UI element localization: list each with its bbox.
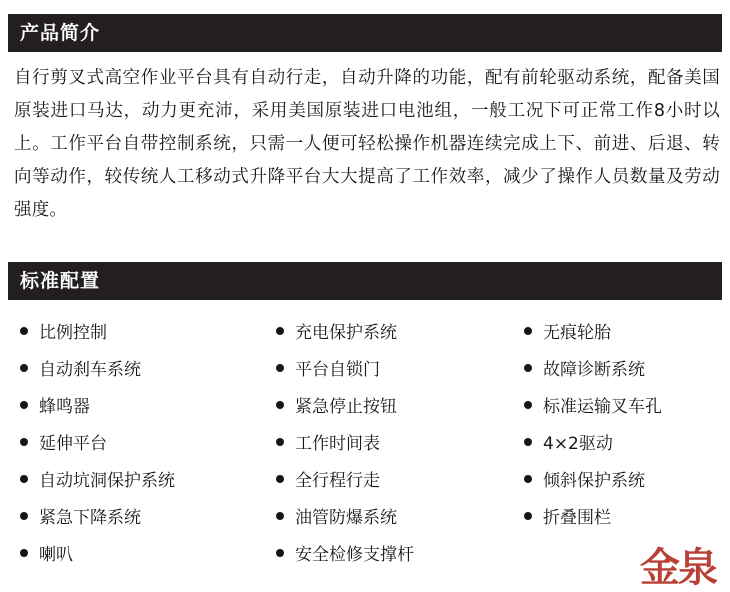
bullet-icon <box>20 475 28 483</box>
config-list <box>8 312 722 571</box>
list-item-label: 蜂鸣器 <box>39 397 90 417</box>
list-item-label: 无痕轮胎 <box>543 323 611 343</box>
bullet-icon <box>20 438 28 446</box>
config-column-2 <box>276 312 524 571</box>
bullet-icon <box>524 438 532 446</box>
config-column-1 <box>8 312 276 571</box>
list-item <box>276 460 524 497</box>
list-item <box>276 312 524 349</box>
bullet-icon <box>276 327 284 335</box>
section-heading-intro <box>8 14 722 52</box>
list-item <box>524 497 722 534</box>
config-column-3 <box>524 312 722 571</box>
bullet-icon <box>276 401 284 409</box>
bullet-icon <box>524 475 532 483</box>
bullet-icon <box>276 512 284 520</box>
list-item <box>524 312 722 349</box>
bullet-icon <box>20 401 28 409</box>
list-item <box>20 497 276 534</box>
list-item-label: 平台自锁门 <box>295 360 380 380</box>
list-item-label: 工作时间表 <box>295 434 380 454</box>
list-item-label: 喇叭 <box>39 545 73 565</box>
list-item-label: 油管防爆系统 <box>295 508 397 528</box>
list-item <box>276 349 524 386</box>
bullet-icon <box>276 549 284 557</box>
list-item-label: 延伸平台 <box>39 434 107 454</box>
list-item-label: 故障诊断系统 <box>543 360 645 380</box>
brand-watermark: 金泉 <box>640 544 716 591</box>
list-item <box>524 386 722 423</box>
list-item <box>276 386 524 423</box>
list-item <box>276 497 524 534</box>
list-item-label: 紧急下降系统 <box>39 508 141 528</box>
list-item <box>524 423 722 460</box>
list-item-label: 4×2驱动 <box>543 434 613 454</box>
bullet-icon <box>524 512 532 520</box>
intro-paragraph: 自行剪叉式高空作业平台具有自动行走，自动升降的功能，配有前轮驱动系统，配备美国原装进口马达，动力更充沛，采用美国原装进口电池组，一般工况下可正常工作8小时以上。工作平台自带控制系统，只需一人便可轻松操作机器连续完成上下、前进、后退、转向等动作，较传统人工移动式升降平台大大提高了工作效率，减少了操作人员数量及劳动强度。 <box>14 68 720 220</box>
bullet-icon <box>20 364 28 372</box>
bullet-icon <box>276 438 284 446</box>
list-item-label: 自动坑洞保护系统 <box>39 471 175 491</box>
list-item-label: 折叠围栏 <box>543 508 611 528</box>
list-item-label: 比例控制 <box>39 323 107 343</box>
bullet-icon <box>524 364 532 372</box>
list-item <box>20 460 276 497</box>
list-item-label: 紧急停止按钮 <box>295 397 397 417</box>
list-item <box>276 423 524 460</box>
bullet-icon <box>20 512 28 520</box>
list-item <box>20 349 276 386</box>
list-item-label: 全行程行走 <box>295 471 380 491</box>
section-heading-intro-label: 产品简介 <box>20 21 101 44</box>
list-item <box>20 312 276 349</box>
list-item <box>20 386 276 423</box>
bullet-icon <box>276 475 284 483</box>
list-item-label: 标准运输叉车孔 <box>543 397 662 417</box>
list-item <box>20 423 276 460</box>
section-heading-config <box>8 262 722 300</box>
bullet-icon <box>524 401 532 409</box>
list-item <box>524 349 722 386</box>
section-heading-config-label: 标准配置 <box>20 269 101 292</box>
list-item-label: 充电保护系统 <box>295 323 397 343</box>
bullet-icon <box>524 327 532 335</box>
list-item-label: 安全检修支撑杆 <box>295 545 414 565</box>
list-item <box>524 460 722 497</box>
bullet-icon <box>20 549 28 557</box>
list-item <box>20 534 276 571</box>
list-item <box>276 534 524 571</box>
list-item-label: 倾斜保护系统 <box>543 471 645 491</box>
list-item-label: 自动刹车系统 <box>39 360 141 380</box>
bullet-icon <box>20 327 28 335</box>
bullet-icon <box>276 364 284 372</box>
